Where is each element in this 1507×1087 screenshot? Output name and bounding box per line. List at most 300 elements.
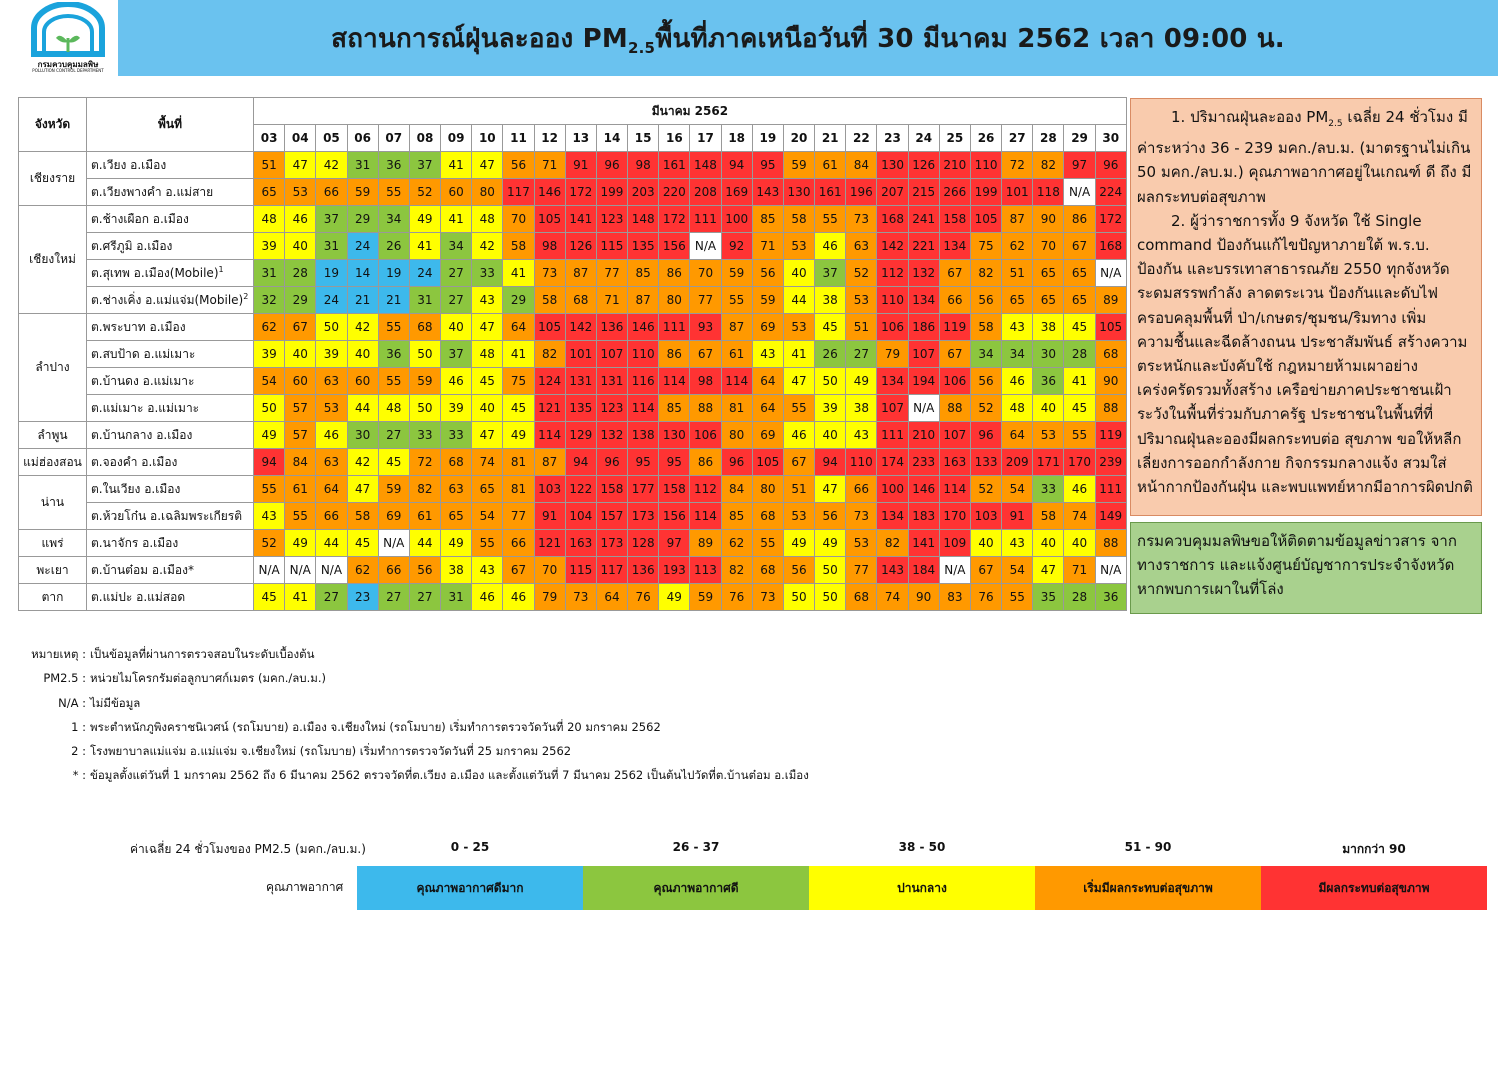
pm25-value-cell: 59 bbox=[378, 476, 409, 503]
pm25-value-cell: 142 bbox=[877, 233, 908, 260]
pm25-value-cell: 46 bbox=[285, 206, 316, 233]
table-row bbox=[19, 584, 1127, 611]
pm25-value-cell: 40 bbox=[970, 530, 1001, 557]
pm25-value-cell: 85 bbox=[752, 206, 783, 233]
pm25-value-cell: 49 bbox=[503, 422, 534, 449]
pm25-value-cell: 114 bbox=[659, 368, 690, 395]
pm25-value-cell: 148 bbox=[628, 206, 659, 233]
pm25-value-cell: 37 bbox=[815, 260, 846, 287]
pm25-value-cell: 40 bbox=[783, 260, 814, 287]
pm25-value-cell: 67 bbox=[783, 449, 814, 476]
day-header: 17 bbox=[690, 125, 721, 152]
pm25-value-cell: 103 bbox=[534, 476, 565, 503]
day-header: 30 bbox=[1095, 125, 1126, 152]
pm25-value-cell: 77 bbox=[596, 260, 627, 287]
pm25-value-cell: 64 bbox=[752, 395, 783, 422]
pm25-value-cell: 91 bbox=[1002, 503, 1033, 530]
pm25-value-cell: 27 bbox=[441, 260, 472, 287]
pm25-value-cell: 94 bbox=[565, 449, 596, 476]
pm25-value-cell: 34 bbox=[378, 206, 409, 233]
pm25-value-cell: 95 bbox=[752, 152, 783, 179]
pm25-value-cell: 61 bbox=[285, 476, 316, 503]
pm25-value-cell: 163 bbox=[939, 449, 970, 476]
pm25-value-cell: N/A bbox=[939, 557, 970, 584]
pm25-value-cell: 134 bbox=[908, 287, 939, 314]
pm25-value-cell: 46 bbox=[316, 422, 347, 449]
pm25-value-cell: 56 bbox=[970, 287, 1001, 314]
pm25-value-cell: 72 bbox=[1002, 152, 1033, 179]
pm25-value-cell: 105 bbox=[752, 449, 783, 476]
pm25-value-cell: 52 bbox=[409, 179, 440, 206]
pm25-value-cell: 55 bbox=[1002, 584, 1033, 611]
footnote-row bbox=[30, 763, 809, 787]
pm25-value-cell: 40 bbox=[285, 233, 316, 260]
pm25-value-cell: 203 bbox=[628, 179, 659, 206]
pm25-value-cell: 45 bbox=[1064, 314, 1095, 341]
pm25-value-cell: 210 bbox=[908, 422, 939, 449]
legend-range: มากกว่า 90 bbox=[1342, 842, 1406, 856]
pm25-value-cell: 26 bbox=[815, 341, 846, 368]
pm25-value-cell: N/A bbox=[254, 557, 285, 584]
day-header: 25 bbox=[939, 125, 970, 152]
table-row bbox=[19, 233, 1127, 260]
pm25-value-cell: 62 bbox=[1002, 233, 1033, 260]
day-header: 21 bbox=[815, 125, 846, 152]
pm25-value-cell: 41 bbox=[285, 584, 316, 611]
table-row bbox=[19, 287, 1127, 314]
pm25-value-cell: 85 bbox=[659, 395, 690, 422]
pm25-value-cell: 53 bbox=[846, 287, 877, 314]
pm25-value-cell: 110 bbox=[846, 449, 877, 476]
day-header: 08 bbox=[409, 125, 440, 152]
pm25-value-cell: 31 bbox=[347, 152, 378, 179]
pm25-value-cell: 68 bbox=[565, 287, 596, 314]
pm25-value-cell: 135 bbox=[565, 395, 596, 422]
pm25-value-cell: 40 bbox=[472, 395, 503, 422]
pm25-value-cell: 136 bbox=[596, 314, 627, 341]
pm25-value-cell: 41 bbox=[409, 233, 440, 260]
footnote-text: พระตำหนักภูพิงคราชนิเวศน์ (รถโมบาย) อ.เมือง จ.เชียงใหม่ (รถโมบาย) เริ่มทำการตรวจวัดวันที่ 20 มกราคม 2562 bbox=[90, 719, 661, 734]
legend-swatch: คุณภาพอากาศดี bbox=[583, 866, 809, 910]
pm25-value-cell: 65 bbox=[1002, 287, 1033, 314]
pm25-value-cell: 42 bbox=[472, 233, 503, 260]
area-cell: ต.บ้านต๋อม อ.เมือง* bbox=[87, 557, 254, 584]
pm25-value-cell: 45 bbox=[347, 530, 378, 557]
aqi-legend bbox=[0, 836, 1507, 916]
pm25-value-cell: 107 bbox=[877, 395, 908, 422]
pm25-value-cell: 80 bbox=[659, 287, 690, 314]
province-cell: ลำปาง bbox=[19, 314, 87, 422]
pm25-value-cell: 215 bbox=[908, 179, 939, 206]
pm25-value-cell: 104 bbox=[565, 503, 596, 530]
pm25-value-cell: 199 bbox=[970, 179, 1001, 206]
pm25-value-cell: 112 bbox=[690, 476, 721, 503]
pm25-value-cell: 53 bbox=[783, 314, 814, 341]
pm25-value-cell: 69 bbox=[752, 314, 783, 341]
pm25-value-cell: 24 bbox=[347, 233, 378, 260]
pm25-value-cell: 82 bbox=[1033, 152, 1064, 179]
table-row bbox=[19, 557, 1127, 584]
pm25-value-cell: 209 bbox=[1002, 449, 1033, 476]
pm25-value-cell: 49 bbox=[846, 368, 877, 395]
pm25-value-cell: 132 bbox=[908, 260, 939, 287]
pm25-value-cell: 158 bbox=[659, 476, 690, 503]
pm25-value-cell: 31 bbox=[316, 233, 347, 260]
pm25-value-cell: 52 bbox=[846, 260, 877, 287]
pm25-value-cell: 49 bbox=[441, 530, 472, 557]
pm25-value-cell: 54 bbox=[254, 368, 285, 395]
pm25-value-cell: 46 bbox=[1002, 368, 1033, 395]
pm25-value-cell: 103 bbox=[970, 503, 1001, 530]
legend-quality-label: คุณภาพอากาศ bbox=[266, 880, 344, 894]
area-cell: ต.ห้วยโก๋น อ.เฉลิมพระเกียรติ bbox=[87, 503, 254, 530]
day-header: 16 bbox=[659, 125, 690, 152]
pm25-value-cell: 59 bbox=[690, 584, 721, 611]
pm25-value-cell: 157 bbox=[596, 503, 627, 530]
pm25-value-cell: 111 bbox=[690, 206, 721, 233]
pm25-value-cell: 14 bbox=[347, 260, 378, 287]
pm25-value-cell: 40 bbox=[815, 422, 846, 449]
pm25-value-cell: 60 bbox=[441, 179, 472, 206]
pm25-value-cell: 33 bbox=[472, 260, 503, 287]
pm25-value-cell: 21 bbox=[378, 287, 409, 314]
pm25-value-cell: 70 bbox=[503, 206, 534, 233]
pm25-value-cell: 50 bbox=[815, 368, 846, 395]
pm25-value-cell: 56 bbox=[503, 152, 534, 179]
pm25-value-cell: 69 bbox=[752, 422, 783, 449]
pm25-value-cell: 56 bbox=[409, 557, 440, 584]
pm25-value-cell: 64 bbox=[316, 476, 347, 503]
pm25-value-cell: 44 bbox=[316, 530, 347, 557]
pm25-value-cell: 52 bbox=[254, 530, 285, 557]
footnote-key: * : bbox=[72, 768, 86, 783]
pm25-value-cell: 91 bbox=[534, 503, 565, 530]
pm25-value-cell: 31 bbox=[254, 260, 285, 287]
pm25-value-cell: 24 bbox=[316, 287, 347, 314]
pm25-value-cell: 86 bbox=[659, 341, 690, 368]
pm25-value-cell: 53 bbox=[285, 179, 316, 206]
pm25-value-cell: 62 bbox=[254, 314, 285, 341]
pm25-value-cell: 107 bbox=[939, 422, 970, 449]
pm25-value-cell: 158 bbox=[596, 476, 627, 503]
pm25-value-cell: 65 bbox=[472, 476, 503, 503]
pm25-value-cell: 55 bbox=[472, 530, 503, 557]
pm25-value-cell: 75 bbox=[970, 233, 1001, 260]
pm25-value-cell: 117 bbox=[503, 179, 534, 206]
pm25-value-cell: 39 bbox=[316, 341, 347, 368]
area-cell: ต.นาจักร อ.เมือง bbox=[87, 530, 254, 557]
pm25-value-cell: 73 bbox=[534, 260, 565, 287]
pm25-value-cell: 88 bbox=[1095, 395, 1126, 422]
pm25-value-cell: 110 bbox=[970, 152, 1001, 179]
advisory-text: กรมควบคุมมลพิษขอให้ติดตามข้อมูลข่าวสาร จากทางราชการ และแจ้งศูนย์บัญชาการประจำจังหวัด หากพบการเผาในที่โล่ง bbox=[1137, 532, 1457, 598]
pm25-value-cell: 56 bbox=[815, 503, 846, 530]
pm25-value-cell: 186 bbox=[908, 314, 939, 341]
pm25-value-cell: 66 bbox=[846, 476, 877, 503]
pm25-value-cell: 68 bbox=[409, 314, 440, 341]
footnotes bbox=[30, 642, 809, 788]
pm25-value-cell: 48 bbox=[1002, 395, 1033, 422]
pm25-value-cell: 74 bbox=[1064, 503, 1095, 530]
pm25-value-cell: 51 bbox=[783, 476, 814, 503]
pm25-value-cell: 54 bbox=[472, 503, 503, 530]
pm25-value-cell: 46 bbox=[1064, 476, 1095, 503]
pm25-value-cell: 43 bbox=[472, 287, 503, 314]
pm25-value-cell: 55 bbox=[378, 314, 409, 341]
pm25-value-cell: 66 bbox=[316, 179, 347, 206]
pm25-value-cell: 94 bbox=[815, 449, 846, 476]
pm25-value-cell: 55 bbox=[752, 530, 783, 557]
col-header-province: จังหวัด bbox=[19, 98, 87, 152]
pm25-value-cell: 76 bbox=[628, 584, 659, 611]
pm25-value-cell: 241 bbox=[908, 206, 939, 233]
pm25-value-cell: 86 bbox=[690, 449, 721, 476]
day-header: 15 bbox=[628, 125, 659, 152]
pm25-value-cell: 116 bbox=[628, 368, 659, 395]
pm25-value-cell: 114 bbox=[939, 476, 970, 503]
pm25-value-cell: 82 bbox=[409, 476, 440, 503]
pm25-value-cell: 21 bbox=[347, 287, 378, 314]
pm25-value-cell: 38 bbox=[441, 557, 472, 584]
pm25-value-cell: 134 bbox=[939, 233, 970, 260]
pm25-value-cell: 77 bbox=[690, 287, 721, 314]
pm25-value-cell: 100 bbox=[721, 206, 752, 233]
footnote-text: เป็นข้อมูลที่ผ่านการตรวจสอบในระดับเบื้องต้น bbox=[90, 647, 315, 661]
situation-notes bbox=[1130, 98, 1482, 516]
header bbox=[8, 0, 1490, 76]
pm25-value-cell: 43 bbox=[472, 557, 503, 584]
pm25-value-cell: N/A bbox=[1064, 179, 1095, 206]
legend-range: 51 - 90 bbox=[1124, 840, 1172, 854]
pm25-value-cell: 70 bbox=[690, 260, 721, 287]
pm25-value-cell: 131 bbox=[596, 368, 627, 395]
pm25-value-cell: 70 bbox=[534, 557, 565, 584]
pm25-value-cell: 27 bbox=[409, 584, 440, 611]
pm25-value-cell: 62 bbox=[721, 530, 752, 557]
pm25-value-cell: 47 bbox=[472, 152, 503, 179]
pm25-value-cell: 93 bbox=[690, 314, 721, 341]
day-header: 26 bbox=[970, 125, 1001, 152]
pm25-value-cell: 114 bbox=[534, 422, 565, 449]
area-cell: ต.สบป้าด อ.แม่เมาะ bbox=[87, 341, 254, 368]
pm25-value-cell: 60 bbox=[347, 368, 378, 395]
pm25-value-cell: 51 bbox=[1002, 260, 1033, 287]
area-footnote-marker: 1 bbox=[218, 264, 224, 274]
pm25-value-cell: 123 bbox=[596, 206, 627, 233]
pm25-value-cell: 88 bbox=[1095, 530, 1126, 557]
pm25-value-cell: 92 bbox=[721, 233, 752, 260]
pm25-value-cell: 77 bbox=[503, 503, 534, 530]
pm25-value-cell: 85 bbox=[628, 260, 659, 287]
province-cell: เชียงใหม่ bbox=[19, 206, 87, 314]
footnote-text: โรงพยาบาลแม่แจ่ม อ.แม่แจ่ม จ.เชียงใหม่ (รถโมบาย) เริ่มทำการตรวจวัดวันที่ 25 มกราคม 2562 bbox=[90, 744, 572, 759]
pm25-value-cell: 55 bbox=[285, 503, 316, 530]
pm25-value-cell: N/A bbox=[690, 233, 721, 260]
pm25-value-cell: 80 bbox=[721, 422, 752, 449]
pm25-value-cell: 60 bbox=[285, 368, 316, 395]
pm25-value-cell: 80 bbox=[472, 179, 503, 206]
pm25-value-cell: 115 bbox=[565, 557, 596, 584]
pm25-value-cell: 34 bbox=[1002, 341, 1033, 368]
col-header-area: พื้นที่ bbox=[87, 98, 254, 152]
pm25-value-cell: 107 bbox=[596, 341, 627, 368]
pm25-value-cell: 47 bbox=[472, 314, 503, 341]
pm25-value-cell: 37 bbox=[316, 206, 347, 233]
pm25-value-cell: 46 bbox=[815, 233, 846, 260]
pm25-value-cell: 89 bbox=[1095, 287, 1126, 314]
area-cell: ต.ศรีภูมิ อ.เมือง bbox=[87, 233, 254, 260]
pm25-value-cell: 56 bbox=[970, 368, 1001, 395]
pm25-value-cell: 55 bbox=[378, 179, 409, 206]
pm25-value-cell: 67 bbox=[1064, 233, 1095, 260]
pm25-value-cell: 55 bbox=[721, 287, 752, 314]
pm25-value-cell: 46 bbox=[783, 422, 814, 449]
pm25-value-cell: 142 bbox=[565, 314, 596, 341]
pm25-value-cell: 96 bbox=[596, 449, 627, 476]
table-row bbox=[19, 206, 1127, 233]
pm25-value-cell: 49 bbox=[815, 530, 846, 557]
pm25-value-cell: 76 bbox=[970, 584, 1001, 611]
logo-text: กรมควบคุมมลพิษ bbox=[37, 60, 99, 69]
pm25-value-cell: 266 bbox=[939, 179, 970, 206]
pm25-value-cell: 53 bbox=[316, 395, 347, 422]
pm25-value-cell: 45 bbox=[503, 395, 534, 422]
pm25-value-cell: 98 bbox=[628, 152, 659, 179]
area-footnote-marker: 2 bbox=[243, 291, 249, 301]
pm25-value-cell: 53 bbox=[846, 530, 877, 557]
footnote-row bbox=[30, 642, 809, 666]
footnote-text: ไม่มีข้อมูล bbox=[90, 695, 141, 710]
pm25-value-cell: 87 bbox=[721, 314, 752, 341]
legend-range: 38 - 50 bbox=[898, 840, 946, 854]
col-header-month: มีนาคม 2562 bbox=[254, 98, 1127, 125]
pm25-value-cell: 82 bbox=[534, 341, 565, 368]
pm25-value-cell: 119 bbox=[1095, 422, 1126, 449]
area-cell: ต.ช่างเคิ่ง อ.แม่แจ่ม(Mobile)$^2$ bbox=[87, 287, 254, 314]
pm25-value-cell: 52 bbox=[970, 476, 1001, 503]
area-cell: ต.เวียงพางคำ อ.แม่สาย bbox=[87, 179, 254, 206]
pm25-value-cell: 36 bbox=[1033, 368, 1064, 395]
pm25-value-cell: 19 bbox=[316, 260, 347, 287]
pm25-value-cell: 90 bbox=[908, 584, 939, 611]
pm25-value-cell: 45 bbox=[254, 584, 285, 611]
pm25-value-cell: 45 bbox=[378, 449, 409, 476]
day-header: 10 bbox=[472, 125, 503, 152]
pm25-value-cell: 193 bbox=[659, 557, 690, 584]
pm25-value-cell: 49 bbox=[285, 530, 316, 557]
pm25-value-cell: 94 bbox=[254, 449, 285, 476]
pm25-value-cell: 72 bbox=[409, 449, 440, 476]
pm25-value-cell: 168 bbox=[877, 206, 908, 233]
pm25-value-cell: 28 bbox=[285, 260, 316, 287]
province-cell: น่าน bbox=[19, 476, 87, 530]
pm25-value-cell: 54 bbox=[1002, 557, 1033, 584]
pm25-value-cell: 68 bbox=[846, 584, 877, 611]
pm25-value-cell: 47 bbox=[347, 476, 378, 503]
pm25-value-cell: 98 bbox=[690, 368, 721, 395]
pm25-value-cell: 49 bbox=[254, 422, 285, 449]
pm25-value-cell: 49 bbox=[409, 206, 440, 233]
pm25-value-cell: 126 bbox=[565, 233, 596, 260]
pm25-value-cell: 146 bbox=[628, 314, 659, 341]
pm25-value-cell: 38 bbox=[1033, 314, 1064, 341]
pm25-value-cell: 40 bbox=[1064, 530, 1095, 557]
day-header: 22 bbox=[846, 125, 877, 152]
pm25-value-cell: 54 bbox=[1002, 476, 1033, 503]
pm25-value-cell: 66 bbox=[939, 287, 970, 314]
pm25-value-cell: 105 bbox=[1095, 314, 1126, 341]
pm25-value-cell: 73 bbox=[565, 584, 596, 611]
pm25-value-cell: 170 bbox=[1064, 449, 1095, 476]
pm25-value-cell: 148 bbox=[690, 152, 721, 179]
pm25-value-cell: 32 bbox=[254, 287, 285, 314]
pm25-value-cell: 64 bbox=[596, 584, 627, 611]
pm25-value-cell: 124 bbox=[534, 368, 565, 395]
pm25-value-cell: 138 bbox=[628, 422, 659, 449]
pm25-value-cell: 71 bbox=[596, 287, 627, 314]
area-cell: ต.บ้านกลาง อ.เมือง bbox=[87, 422, 254, 449]
pm25-value-cell: 67 bbox=[939, 341, 970, 368]
pm25-value-cell: 106 bbox=[690, 422, 721, 449]
pm25-value-cell: 106 bbox=[877, 314, 908, 341]
pm25-value-cell: 67 bbox=[939, 260, 970, 287]
pm25-value-cell: 43 bbox=[1002, 314, 1033, 341]
day-header: 20 bbox=[783, 125, 814, 152]
pm25-value-cell: 43 bbox=[752, 341, 783, 368]
footnote-row bbox=[30, 715, 809, 739]
legend-swatch: มีผลกระทบต่อสุขภาพ bbox=[1261, 866, 1487, 910]
pm25-value-cell: 121 bbox=[534, 530, 565, 557]
pm25-value-cell: 27 bbox=[846, 341, 877, 368]
pm25-value-cell: 59 bbox=[783, 152, 814, 179]
pm25-value-cell: 35 bbox=[1033, 584, 1064, 611]
pm25-value-cell: 146 bbox=[908, 476, 939, 503]
pm25-value-cell: N/A bbox=[316, 557, 347, 584]
pm25-value-cell: 80 bbox=[752, 476, 783, 503]
pm25-value-cell: 111 bbox=[659, 314, 690, 341]
pm25-value-cell: 41 bbox=[503, 260, 534, 287]
pm25-value-cell: 126 bbox=[908, 152, 939, 179]
pm25-value-cell: 55 bbox=[254, 476, 285, 503]
pm25-value-cell: 184 bbox=[908, 557, 939, 584]
legend-range: 0 - 25 bbox=[450, 840, 490, 854]
pm25-value-cell: 67 bbox=[970, 557, 1001, 584]
table-row bbox=[19, 152, 1127, 179]
pm25-value-cell: 33 bbox=[441, 422, 472, 449]
pm25-value-cell: 130 bbox=[659, 422, 690, 449]
pm25-value-cell: 48 bbox=[472, 206, 503, 233]
pm25-value-cell: 71 bbox=[752, 233, 783, 260]
pm25-value-cell: 59 bbox=[347, 179, 378, 206]
pm25-value-cell: 41 bbox=[441, 152, 472, 179]
pm25-value-cell: 56 bbox=[783, 557, 814, 584]
footnote-key: 1 : bbox=[71, 719, 86, 734]
pm25-value-cell: 45 bbox=[1064, 395, 1095, 422]
legend-swatch: ปานกลาง bbox=[809, 866, 1035, 910]
pm25-value-cell: 51 bbox=[254, 152, 285, 179]
pm25-value-cell: 91 bbox=[565, 152, 596, 179]
pm25-value-cell: 47 bbox=[285, 152, 316, 179]
table-row bbox=[19, 314, 1127, 341]
pm25-value-cell: 114 bbox=[721, 368, 752, 395]
pm25-value-cell: 43 bbox=[1002, 530, 1033, 557]
pm25-value-cell: 90 bbox=[1095, 368, 1126, 395]
pm25-value-cell: 47 bbox=[1033, 557, 1064, 584]
pm25-value-cell: 39 bbox=[441, 395, 472, 422]
pm25-value-cell: 177 bbox=[628, 476, 659, 503]
pm25-value-cell: 43 bbox=[846, 422, 877, 449]
pm25-value-cell: 42 bbox=[316, 152, 347, 179]
